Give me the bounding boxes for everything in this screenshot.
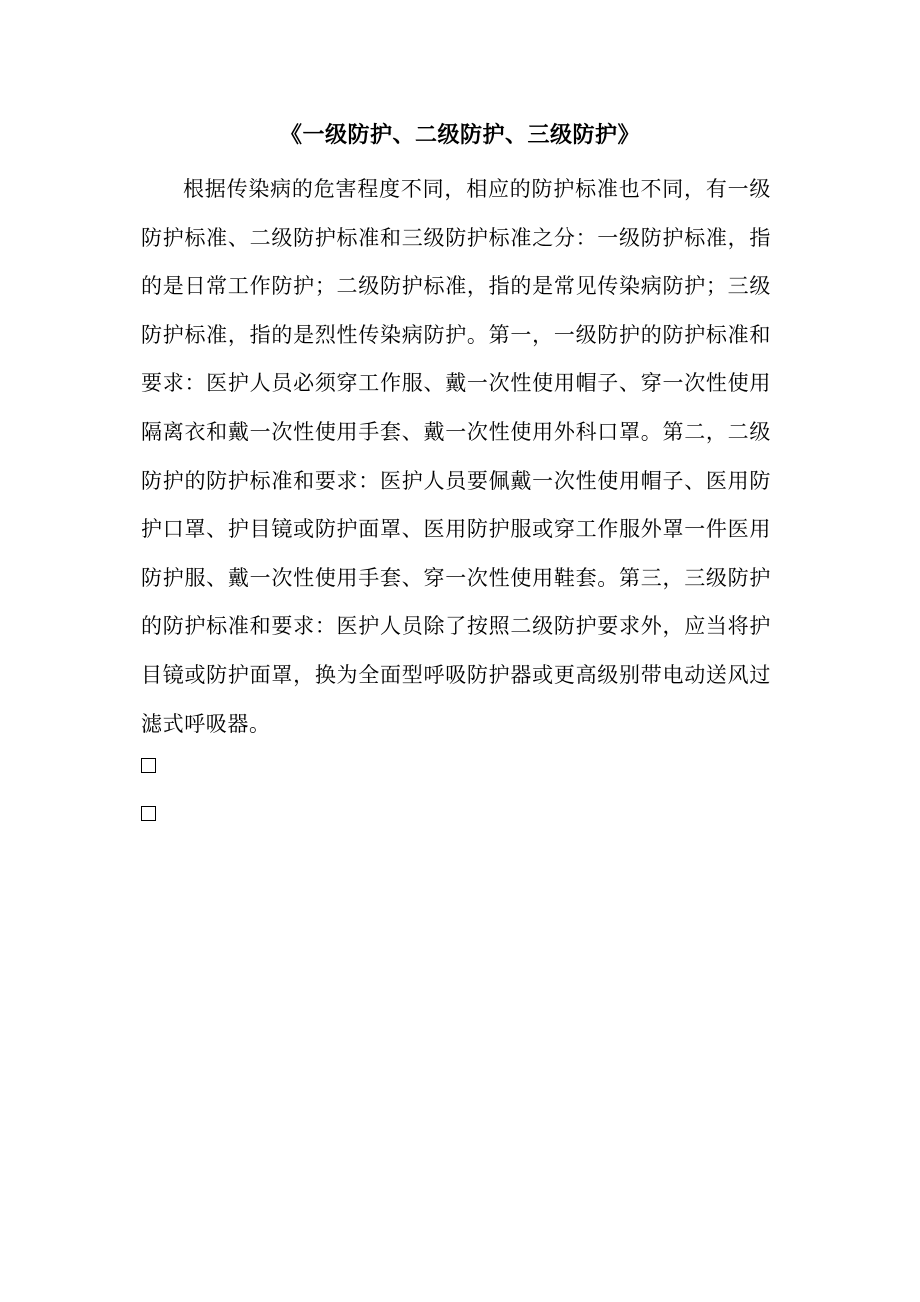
- empty-checkbox-icon[interactable]: [141, 758, 156, 773]
- document-title: 《一级防护、二级防护、三级防护》: [279, 122, 640, 148]
- body-paragraph: 根据传染病的危害程度不同，相应的防护标准也不同，有一级防护标准、二级防护标准和三级防护标准之分：一级防护标准，指的是日常工作防护；二级防护标准，指的是常见传染病防护；三级防护标准，指的是烈性传染病防护。第一，一级防护的防护标准和要求：医护人员必须穿工作服、戴一次性使用帽子、穿一次性使用隔离衣和戴一次性使用手套、戴一次性使用外科口罩。第二，二级防护的防护标准和要求：医护人员要佩戴一次性使用帽子、医用防护口罩、护目镜或防护面罩、医用防护服或穿工作服外罩一件医用防护服、戴一次性使用手套、穿一次性使用鞋套。第三，三级防护的防护标准和要求：医护人员除了按照二级防护要求外，应当将护目镜或防护面罩，换为全面型呼吸防护器或更高级别带电动送风过滤式呼吸器。: [141, 177, 771, 736]
- empty-checkbox-icon[interactable]: [141, 806, 156, 821]
